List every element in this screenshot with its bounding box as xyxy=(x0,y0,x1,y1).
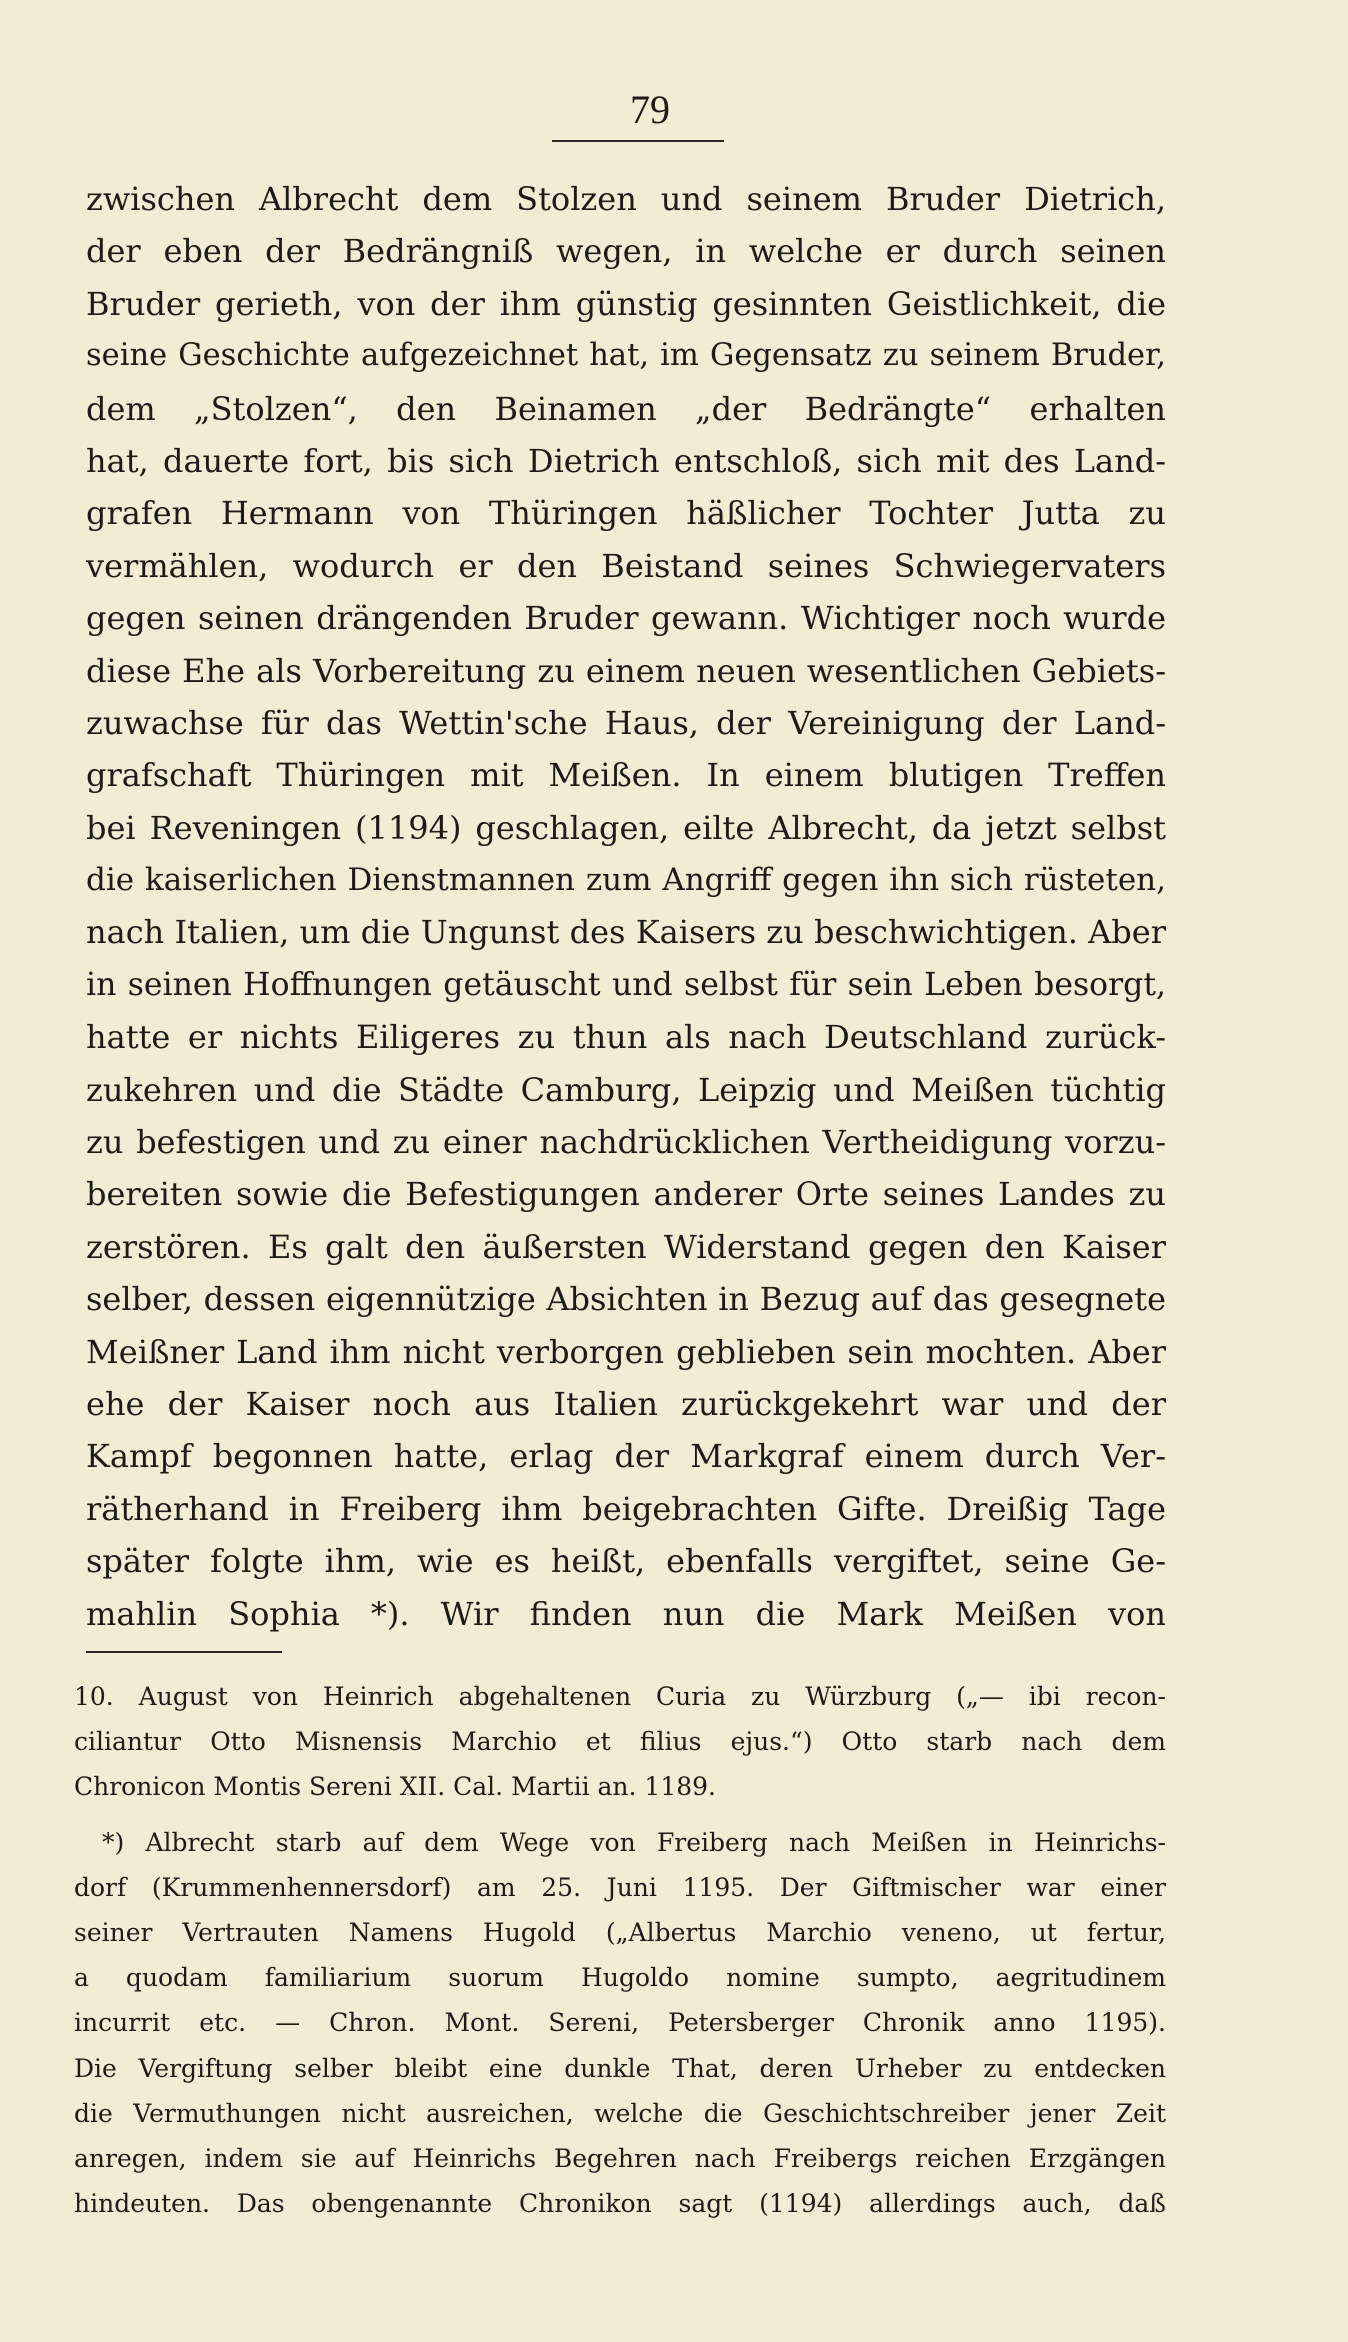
text-line: bei Reveningen (1194) geschlagen, eilte Albrecht, da jetzt selbst xyxy=(86,808,1166,847)
footnotes xyxy=(74,1674,1166,2226)
text-line: der eben der Bedrängniß wegen, in welche er durch seinen xyxy=(86,232,1166,271)
text-line: zuwachse für das Wettin'sche Haus, der Vereinigung der Land- xyxy=(86,703,1166,742)
text-line: vermählen, wodurch er den Beistand seines Schwiegervaters xyxy=(86,546,1166,585)
text-line: seine Geschichte aufgezeichnet hat, im Gegensatz zu seinem Bruder, xyxy=(86,338,1166,374)
footnote-star-line: incurrit etc. — Chron. Mont. Sereni, Petersberger Chronik anno 1195). xyxy=(74,2008,1166,2038)
footnote-line: 10. August von Heinrich abgehaltenen Curia zu Würzburg („— ibi recon- xyxy=(74,1682,1166,1711)
footnote-line: Chronicon Montis Sereni XII. Cal. Martii an. 1189. xyxy=(74,1772,716,1802)
text-line: grafschaft Thüringen mit Meißen. In einem blutigen Treffen xyxy=(86,756,1166,795)
text-line: ehe der Kaiser noch aus Italien zurückgekehrt war und der xyxy=(86,1384,1166,1423)
text-line: grafen Hermann von Thüringen häßlicher Tochter Jutta zu xyxy=(86,494,1166,533)
text-line: mahlin Sophia *). Wir finden nun die Mark Meißen von xyxy=(86,1594,1166,1633)
footnote-line: ciliantur Otto Misnensis Marchio et filius ejus.“) Otto starb nach dem xyxy=(74,1727,1166,1757)
text-line: später folgte ihm, wie es heißt, ebenfalls vergiftet, seine Ge- xyxy=(86,1542,1166,1581)
text-line: bereiten sowie die Befestigungen anderer Orte seines Landes zu xyxy=(86,1175,1166,1214)
text-line: selber, dessen eigennützige Absichten in Bezug auf das gesegnete xyxy=(86,1280,1166,1319)
text-line: nach Italien, um die Ungunst des Kaisers zu beschwichtigen. Aber xyxy=(86,913,1166,952)
text-line: Kampf begonnen hatte, erlag der Markgraf einem durch Ver- xyxy=(86,1437,1166,1476)
text-line: die kaiserlichen Dienstmannen zum Angriff gegen ihn sich rüsteten, xyxy=(86,862,1166,899)
footnote-star-line: hindeuten. Das obengenannte Chronikon sagt (1194) allerdings auch, daß xyxy=(74,2189,1166,2219)
footnote-star-line: *) Albrecht starb auf dem Wege von Freiberg nach Meißen in Heinrichs- xyxy=(102,1827,1166,1857)
text-line: Meißner Land ihm nicht verborgen geblieben sein mochten. Aber xyxy=(86,1332,1166,1371)
text-line: zwischen Albrecht dem Stolzen und seinem Bruder Dietrich, xyxy=(86,180,1166,218)
text-line: zerstören. Es galt den äußersten Widerstand gegen den Kaiser xyxy=(86,1227,1166,1266)
main-text xyxy=(86,173,1166,1640)
text-line: Bruder gerieth, von der ihm günstig gesinnten Geistlichkeit, die xyxy=(86,284,1166,323)
footnote-star-line: seiner Vertrauten Namens Hugold („Albertus Marchio veneno, ut fertur, xyxy=(74,1917,1166,1947)
text-line: hat, dauerte fort, bis sich Dietrich entschloß, sich mit des Land- xyxy=(86,441,1166,480)
text-line: zu befestigen und zu einer nachdrücklichen Vertheidigung vorzu- xyxy=(86,1123,1166,1162)
footnote-star-line: die Vermuthungen nicht ausreichen, welche die Geschichtschreiber jener Zeit xyxy=(74,2098,1166,2128)
page-number: 79 xyxy=(630,87,670,132)
footnote-star-line: dorf (Krummenhennersdorf) am 25. Juni 1195. Der Giftmischer war einer xyxy=(74,1872,1166,1902)
footnote-gap xyxy=(74,1810,1166,1820)
text-line: zukehren und die Städte Camburg, Leipzig und Meißen tüchtig xyxy=(86,1070,1166,1109)
text-line: hatte er nichts Eiligeres zu thun als nach Deutschland zurück- xyxy=(86,1018,1166,1057)
footnote-rule xyxy=(86,1651,282,1653)
footnote-star-line: Die Vergiftung selber bleibt eine dunkle That, deren Urheber zu entdecken xyxy=(74,2053,1166,2083)
footnote-star-line: a quodam familiarium suorum Hugoldo nomine sumpto, aegritudinem xyxy=(74,1963,1166,1993)
text-line: in seinen Hoffnungen getäuscht und selbst für sein Leben besorgt, xyxy=(86,966,1166,1003)
footnote-star-line: anregen, indem sie auf Heinrichs Begehren nach Freibergs reichen Erzgängen xyxy=(74,2143,1166,2173)
text-line: rätherhand in Freiberg ihm beigebrachten Gifte. Dreißig Tage xyxy=(86,1489,1166,1528)
text-line: diese Ehe als Vorbereitung zu einem neuen wesentlichen Gebiets- xyxy=(86,651,1166,690)
text-line: gegen seinen drängenden Bruder gewann. Wichtiger noch wurde xyxy=(86,599,1166,638)
text-line: dem „Stolzen“, den Beinamen „der Bedrängte“ erhalten xyxy=(86,389,1166,428)
page-number-rule xyxy=(552,140,724,142)
